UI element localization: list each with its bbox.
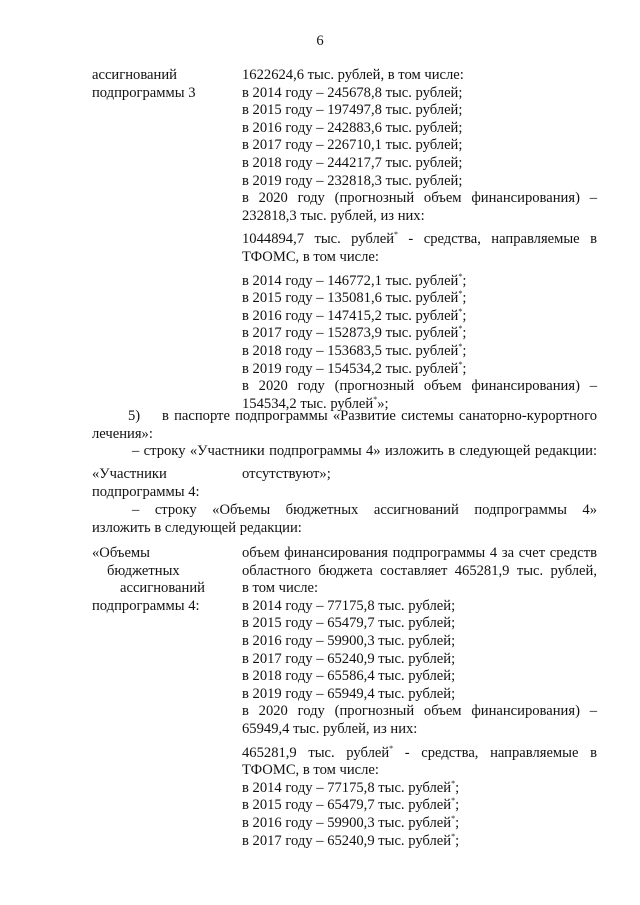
year-line: в 2015 году – 65479,7 тыс. рублей; (242, 615, 456, 632)
forecast-line: 65949,4 тыс. рублей, из них: (242, 720, 418, 737)
participants-label: «Участники подпрограммы 4: (92, 466, 200, 500)
forecast-line: в 2020 году (прогнозный объем финансирования) – (242, 190, 597, 207)
tfoms-year-line: в 2014 году – 146772,1 тыс. рублей*; (242, 271, 467, 289)
tfoms-year-line: в 2014 году – 77175,8 тыс. рублей*; (242, 778, 460, 796)
participants-row (92, 466, 597, 501)
bullet-participants: – строку «Участники подпрограммы 4» изложить в следующей редакции: (132, 443, 597, 460)
subprogram3-appropriations (92, 67, 597, 413)
tfoms-line: 1044894,7 тыс. рублей* - средства, направляемые в (242, 230, 597, 248)
year-line: в 2014 году – 245678,8 тыс. рублей; (242, 84, 463, 101)
participants-value: отсутствуют»; (242, 466, 331, 482)
tfoms-line: ТФОМС, в том числе: (242, 762, 379, 779)
subprogram3-values (242, 67, 597, 413)
subprogram4-label: «Объемы бюджетных ассигнований подпрограммы 4: (92, 545, 205, 614)
total-line: 1622624,6 тыс. рублей, в том числе: (242, 67, 464, 83)
subprogram4-appropriations (92, 545, 597, 850)
tfoms-year-line: в 2015 году – 65479,7 тыс. рублей*; (242, 796, 460, 814)
tfoms-year-line: в 2018 году – 153683,5 тыс. рублей*; (242, 342, 467, 359)
tfoms-year-line: в 2015 году – 135081,6 тыс. рублей*; (242, 289, 467, 307)
year-line: в 2018 году – 65586,4 тыс. рублей; (242, 668, 456, 685)
subprogram3-label: ассигнований подпрограммы 3 (92, 67, 196, 101)
tfoms-year-line: в 2019 году – 154534,2 тыс. рублей*; (242, 359, 467, 377)
year-line: в 2015 году – 197497,8 тыс. рублей; (242, 102, 463, 119)
year-line: в 2019 году – 65949,4 тыс. рублей; (242, 685, 456, 702)
tfoms-line: ТФОМС, в том числе: (242, 248, 379, 265)
year-line: в 2017 году – 226710,1 тыс. рублей; (242, 137, 463, 154)
subprogram4-values: объем финансирования подпрограммы 4 за счет средств областного бюджета составляет 465281,9 тыс. рублей, в том числе: в 2014 году – 77175,8 тыс. рублей; в 2015 году – 65479,7 тыс. рублей; в 2016 году – 59900,3 тыс. рублей; в 2017 году – 65240,9 тыс. рублей; в 2018 году – 65586,4 тыс. рублей; в 2019 году – 65949,4 тыс. рублей; в 2020 году (прогнозный объем финансирования) – 65949,4 тыс. рублей, из них: 465281,9 тыс. рублей* - средства, направляемые в ТФОМС, в том числе: в 2014 году – 77175,8 тыс. рублей*; в 2015 году – 65479,7 тыс. рублей*; в 2016 году – 59900,3 тыс. рублей*; в 2017 году – 65240,9 тыс. рублей*; (242, 545, 597, 849)
tfoms-year-line: в 2017 году – 65240,9 тыс. рублей*; (242, 831, 460, 849)
year-line: в 2014 году – 77175,8 тыс. рублей; (242, 597, 456, 614)
forecast-line: в 2020 году (прогнозный объем финансирования) – (242, 378, 597, 395)
year-line: в 2016 году – 242883,6 тыс. рублей; (242, 119, 463, 136)
tfoms-year-line: в 2016 году – 59900,3 тыс. рублей*; (242, 814, 460, 831)
item-5-text: 5) в паспорте подпрограммы «Развитие системы санаторно-курортного (128, 408, 597, 424)
page-number: 6 (316, 33, 324, 49)
year-line: в 2019 году – 232818,3 тыс. рублей; (242, 172, 463, 189)
forecast-line: 232818,3 тыс. рублей, из них: (242, 207, 425, 224)
year-line: в 2017 году – 65240,9 тыс. рублей; (242, 650, 456, 667)
item-5: 5) в паспорте подпрограммы «Развитие системы санаторно-курортного лечения»: – строку «Участники подпрограммы 4» изложить в следующей редакции: (92, 408, 597, 460)
forecast-line: 154534,2 тыс. рублей*»; (242, 394, 389, 412)
bullet-appropriations: – строку «Объемы бюджетных ассигнований подпрограммы 4» изложить в следующей редакции: (92, 502, 597, 536)
tfoms-year-line: в 2016 году – 147415,2 тыс. рублей*; (242, 306, 467, 324)
year-line: в 2018 году – 244217,7 тыс. рублей; (242, 154, 463, 171)
tfoms-year-line: в 2017 году – 152873,9 тыс. рублей*; (242, 324, 467, 342)
tfoms-line: 465281,9 тыс. рублей* - средства, направляемые в (242, 743, 597, 761)
year-line: в 2016 году – 59900,3 тыс. рублей; (242, 632, 456, 649)
forecast-line: в 2020 году (прогнозный объем финансирования) – (242, 703, 597, 720)
